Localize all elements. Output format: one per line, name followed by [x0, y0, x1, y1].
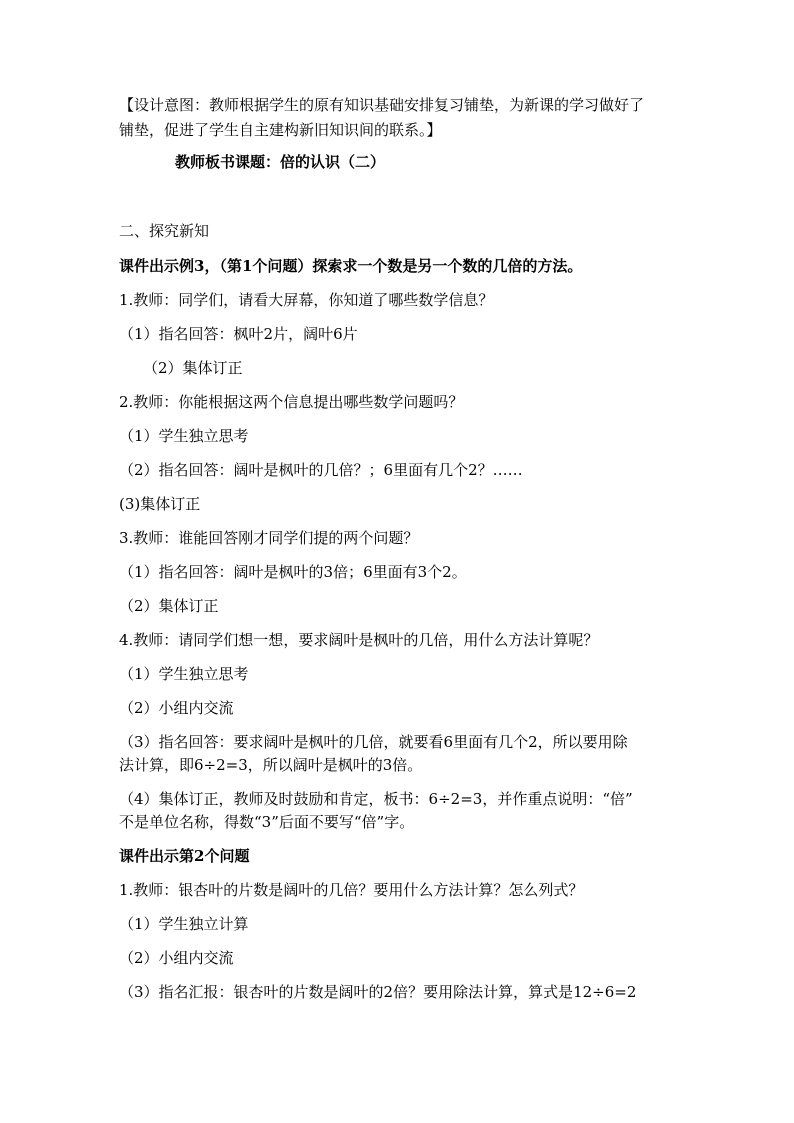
- paragraph: （1）学生独立思考: [119, 427, 249, 445]
- paragraph: （4）集体订正，教师及时鼓励和肯定，板书：6÷2=3，并作重点说明：“倍”: [119, 790, 633, 808]
- paragraph: （1）指名回答：枫叶2片，阔叶6片: [119, 325, 358, 343]
- section-heading: 二、探究新知: [119, 222, 210, 240]
- paragraph: （2）小组内交流: [119, 949, 234, 967]
- paragraph: （2）小组内交流: [119, 699, 234, 717]
- example-heading: 课件出示例3，（第1个问题）探索求一个数是另一个数的几倍的方法。: [119, 257, 583, 275]
- paragraph: （3）指名回答：要求阔叶是枫叶的几倍，就要看6里面有几个2，所以要用除: [119, 733, 628, 751]
- paragraph: 2.教师：你能根据这两个信息提出哪些数学问题吗？: [119, 393, 464, 411]
- paragraph: 不是单位名称，得数“3”后面不要写“倍”字。: [119, 813, 415, 831]
- design-intent-line-1: 【设计意图：教师根据学生的原有知识基础安排复习铺垫，为新课的学习做好了: [119, 96, 645, 114]
- paragraph: 1.教师：银杏叶的片数是阔叶的几倍？要用什么方法计算？怎么列式？: [119, 881, 584, 899]
- design-intent-line-2: 铺垫，促进了学生自主建构新旧知识间的联系。】: [119, 121, 442, 139]
- paragraph: 法计算，即6÷2=3，所以阔叶是枫叶的3倍。: [119, 756, 423, 774]
- paragraph: （1）学生独立思考: [119, 665, 249, 683]
- paragraph: （1）学生独立计算: [119, 915, 249, 933]
- paragraph: （3）指名汇报：银杏叶的片数是阔叶的2倍？要用除法计算，算式是12÷6=2: [119, 983, 637, 1001]
- paragraph: (3)集体订正: [119, 495, 201, 513]
- second-question-heading: 课件出示第2个问题: [119, 847, 250, 865]
- paragraph: （2）集体订正: [119, 597, 219, 615]
- paragraph: （2）集体订正: [143, 359, 243, 377]
- paragraph: 4.教师：请同学们想一想，要求阔叶是枫叶的几倍，用什么方法计算呢？: [119, 631, 599, 649]
- board-title: 教师板书课题：倍的认识（二）: [175, 153, 386, 171]
- paragraph: （2）指名回答：阔叶是枫叶的几倍？；6里面有几个2？……: [119, 461, 523, 479]
- paragraph: 1.教师：同学们，请看大屏幕，你知道了哪些数学信息？: [119, 291, 494, 309]
- paragraph: （1）指名回答：阔叶是枫叶的3倍；6里面有3个2。: [119, 563, 467, 581]
- paragraph: 3.教师：谁能回答刚才同学们提的两个问题？: [119, 529, 419, 547]
